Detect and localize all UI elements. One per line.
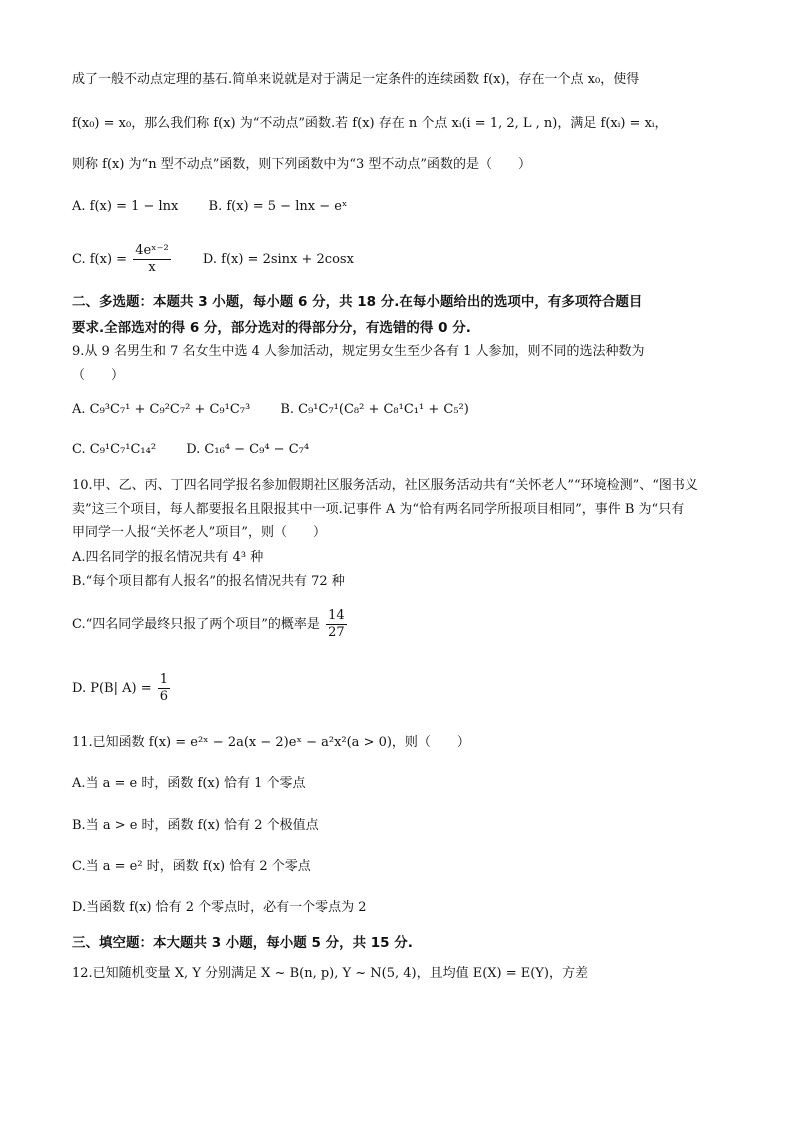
fraction-denominator: x [148,260,156,275]
question-10-stem-3: 甲同学一人报“关怀老人”项目”，则（ ） [72,525,326,540]
fraction-numerator: 14 [328,608,345,623]
question-10-option-d [72,672,172,705]
option-c-prefix: C. f(x) = [72,252,128,267]
question-10-option-b: B.“每个项目都有人报名”的报名情况共有 72 种 [72,574,345,589]
text-line-1: 成了一般不动点定理的基石.简单来说就是对于满足一定条件的连续函数 f(x)，存在一个点 x₀，使得 [72,72,640,87]
option-d-text: D. f(x) = 2sinx + 2cosx [176,252,354,267]
option-d-fraction [158,672,170,705]
fraction-denominator: 6 [159,689,169,704]
question-8-options-cd [72,243,354,276]
question-8-stem: 则称 f(x) 为“n 型不动点”函数，则下列函数中为“3 型不动点”函数的是（ ） [72,157,532,172]
question-12-stem: 12.已知随机变量 X, Y 分别满足 X ~ B(n, p), Y ~ N(5, 4)，且均值 E(X) = E(Y)，方差 [72,966,588,981]
section-2-heading: 二、多选题：本题共 3 小题，每小题 6 分，共 18 分.在每小题给出的选项中，有多项符合题目 [72,294,643,310]
question-11-stem: 11.已知函数 f(x) = e²ˣ − 2a(x − 2)eˣ − a²x²(a > 0)，则（ ） [72,735,470,750]
option-c-fraction [326,608,347,641]
question-10-stem-2: 卖”这三个项目，每人都要报名且限报其中一项.记事件 A 为“恰有两名同学所报项目相同”，事件 B 为“只有 [72,502,685,517]
question-11-option-b: B.当 a > e 时，函数 f(x) 恰有 2 个极值点 [72,818,319,833]
fraction-numerator: 1 [159,672,169,687]
fraction-numerator: 4eˣ⁻² [135,243,169,258]
question-9-options-ab: A. C₉³C₇¹ + C₉²C₇² + C₉¹C₇³ B. C₉¹C₇¹(C₈² + C₈¹C₁¹ + C₅²) [72,402,469,417]
text-line-2: f(x₀) = x₀，那么我们称 f(x) 为“不动点”函数.若 f(x) 存在 n 个点 xᵢ(i = 1, 2, L , n)，满足 f(xᵢ) = xᵢ， [72,116,668,131]
question-11-option-c: C.当 a = e² 时，函数 f(x) 恰有 2 个零点 [72,859,311,874]
option-d-text: D. P(B| A) = [72,681,152,696]
option-c-fraction [133,243,171,276]
question-11-option-a: A.当 a = e 时，函数 f(x) 恰有 1 个零点 [72,776,306,791]
question-9-options-cd: C. C₉¹C₇¹C₁₄² D. C₁₆⁴ − C₉⁴ − C₇⁴ [72,442,310,457]
question-10-stem-1: 10.甲、乙、丙、丁四名同学报名参加假期社区服务活动，社区服务活动共有“关怀老人”“环境检测”、“图书义 [72,478,698,493]
question-8-options-ab: A. f(x) = 1 − lnx B. f(x) = 5 − lnx − eˣ [72,199,348,214]
question-9-stem: 9.从 9 名男生和 7 名女生中选 4 人参加活动，规定男女生至少各有 1 人参加，则不同的选法种数为 [72,344,645,359]
question-11-option-d: D.当函数 f(x) 恰有 2 个零点时，必有一个零点为 2 [72,900,367,915]
option-c-text: C.“四名同学最终只报了两个项目”的概率是 [72,617,320,632]
question-10-option-c [72,608,349,641]
section-2-heading-cont: 要求.全部选对的得 6 分，部分选对的得部分分，有选错的得 0 分. [72,320,471,336]
question-9-bracket: （ ） [72,368,125,383]
question-10-option-a: A.四名同学的报名情况共有 4³ 种 [72,550,264,565]
fraction-denominator: 27 [328,625,345,640]
section-3-heading: 三、填空题：本大题共 3 小题，每小题 5 分，共 15 分. [72,935,413,951]
